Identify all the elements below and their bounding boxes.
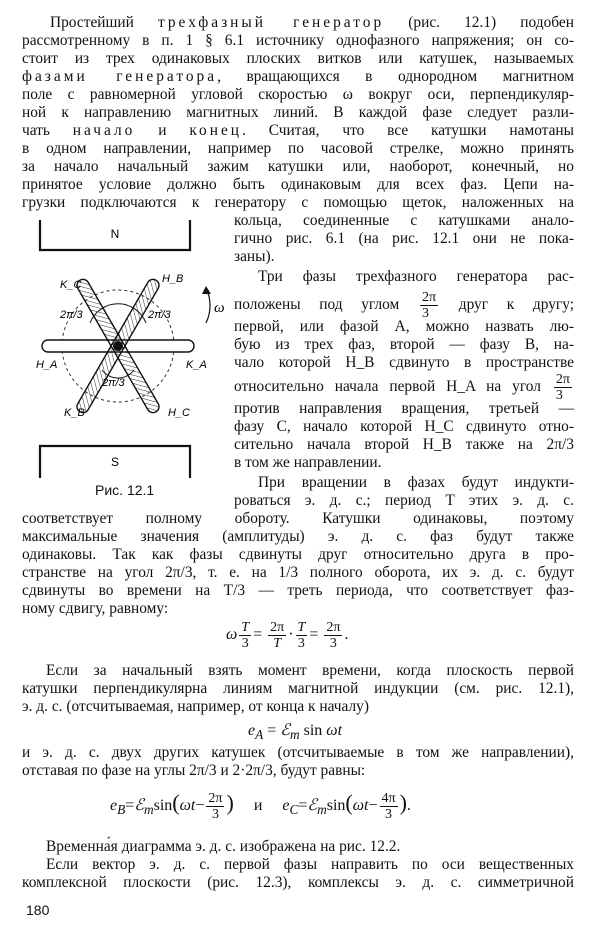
text-line: в том же направлении. — [234, 454, 382, 471]
label-kc: K_C — [60, 279, 82, 291]
figure-caption: Рис. 12.1 — [95, 482, 155, 498]
text-line: соответствует полному обороту. Катушки одинаковы, поэтому — [22, 510, 574, 527]
text-line: Временна́я диаграмма э. д. с. изображена на рис. 12.2. — [46, 838, 401, 855]
text-line: одинаковы. Так как фазы сдвинуты друг относительно друга в про- — [22, 546, 574, 563]
page-number: 180 — [26, 902, 50, 918]
text-line: поле с равномерной угловой скоростью ω вокруг оси, перпендикуляр- — [22, 86, 574, 103]
text-line: ной к направлению магнитных линий. В каждой фазе следует разли- — [22, 104, 574, 121]
angle-label: 2π/3 — [148, 309, 171, 321]
text-line: принятое условие должно быть одинаковым для всех фаз. Цепи на- — [22, 176, 574, 193]
text-line: грузки подключаются к генератору с помощью щеток, наложенных на — [22, 194, 574, 211]
text-line: первой, или фазой A, можно назвать лю- — [234, 318, 574, 335]
label-hc: H_C — [168, 407, 191, 419]
text-line: фазами генератора, вращающихся в однородном магнитном — [22, 68, 574, 85]
text-line: заны). — [234, 248, 275, 265]
omega-label: ω — [214, 300, 225, 316]
text-line: за начало начальный зажим катушки или, наоборот, конечный, но — [22, 158, 574, 175]
text-line: положены под углом $\frac{2\pi}{3}$ друг к другу; — [234, 290, 574, 321]
label-kb: K_B — [64, 407, 85, 419]
text-line: максимальные значения (амплитуды) э. д. с. фаз будут также — [22, 528, 574, 545]
text-line: Если вектор э. д. с. первой фазы направить по оси вещественных — [46, 856, 574, 873]
text-line: кольца, соединенные с катушками анало- — [234, 212, 574, 229]
text-line: сдвинуты во времени на T/3 — треть периода, что соответствует фаз- — [22, 582, 574, 599]
south-label: S — [110, 455, 120, 469]
text-line: катушки перпендикулярна линиям магнитной индукции (см. рис. 12.1), — [22, 680, 574, 697]
text-line: относительно начала первой H_A на угол $\frac{2\pi}{3}$ — [234, 372, 570, 403]
label-ka: K_A — [186, 359, 207, 371]
fraction-2pi-3: $\frac{2\pi}{3}$ — [555, 372, 570, 403]
text-line: отставая по фазе на углы 2π/3 и 2·2π/3, будут равны: — [22, 762, 366, 779]
text-line: чать начало и конец. Считая, что все катушки намотаны — [22, 122, 575, 139]
north-label: N — [110, 227, 120, 241]
text-line: комплексной плоскости (рис. 12.3), комплексы э. д. с. симметричной — [22, 874, 574, 891]
text-line: фазу C, начало которой H_C сдвинуто отно- — [234, 418, 574, 435]
fraction-2pi-3: $\frac{2\pi}{3}$ — [421, 290, 437, 321]
label-ha: H_A — [36, 359, 58, 371]
text-line: роваться э. д. с.; период T этих э. д. с. — [234, 492, 574, 509]
text-line: Три фазы трехфазного генератора рас- — [258, 268, 574, 285]
text-line: Если за начальный взять момент времени, когда плоскость первой — [46, 662, 574, 679]
angle-label: 2π/3 — [60, 309, 83, 321]
text-line: рассмотренному в п. 1 § 6.1 источнику однофазного напряжения; он со- — [22, 32, 574, 49]
text-line: против направления вращения, третьей — — [234, 400, 574, 417]
label-hb: H_B — [162, 273, 184, 285]
axis-point — [113, 341, 123, 351]
text-line: стоит из трех одинаковых плоских витков или катушек, называемых — [22, 50, 574, 67]
formula-eb-ec: $e_B=ℰ_m\sin(\omega t-$ $\frac{2\pi}{3}$ ) и $e_C=ℰ_m\sin(\omega t-$ $\frac{4\pi}{3}$ ). — [110, 790, 411, 822]
text-line: странстве на угол 2π/3, т. е. на 1/3 полного оборота, их э. д. с. будут — [22, 564, 574, 581]
angle-label: 2π/3 — [102, 377, 125, 389]
figure-generator-diagram — [30, 208, 230, 508]
text-line: и э. д. с. двух других катушек (отсчитываемые в том же направлении), — [22, 744, 574, 761]
text-line: При вращении в фазах будут индукти- — [258, 474, 574, 491]
text-line: в одном направлении, например по часовой стрелке, можно принять — [22, 140, 574, 157]
text-line: бую из трех фаз, второй — фазу B, на- — [234, 336, 574, 353]
phase-shift-formula: ω $\frac{T}{3}$ = $\frac{2\pi}{T}$ · $\frac{T}{3}$ = $\frac{2\pi}{3}$ . — [226, 620, 349, 651]
text-line: ному сдвигу, равному: — [22, 600, 169, 617]
text-line: э. д. с. (отсчитываемая, например, от конца к началу) — [22, 698, 370, 715]
text-line: гично рис. 6.1 (на рис. 12.1 они не пока- — [234, 230, 574, 247]
text-line: Простейший трехфазный генератор (рис. 12.1) подобен — [50, 14, 574, 31]
text-line: сительно начала второй H_B также на 2π/3 — [234, 436, 574, 453]
formula-ea: $e_A$ = ℰ$_m$ sin ωt — [248, 722, 343, 743]
text-line: чало которой H_B сдвинуто в пространстве — [234, 354, 574, 371]
